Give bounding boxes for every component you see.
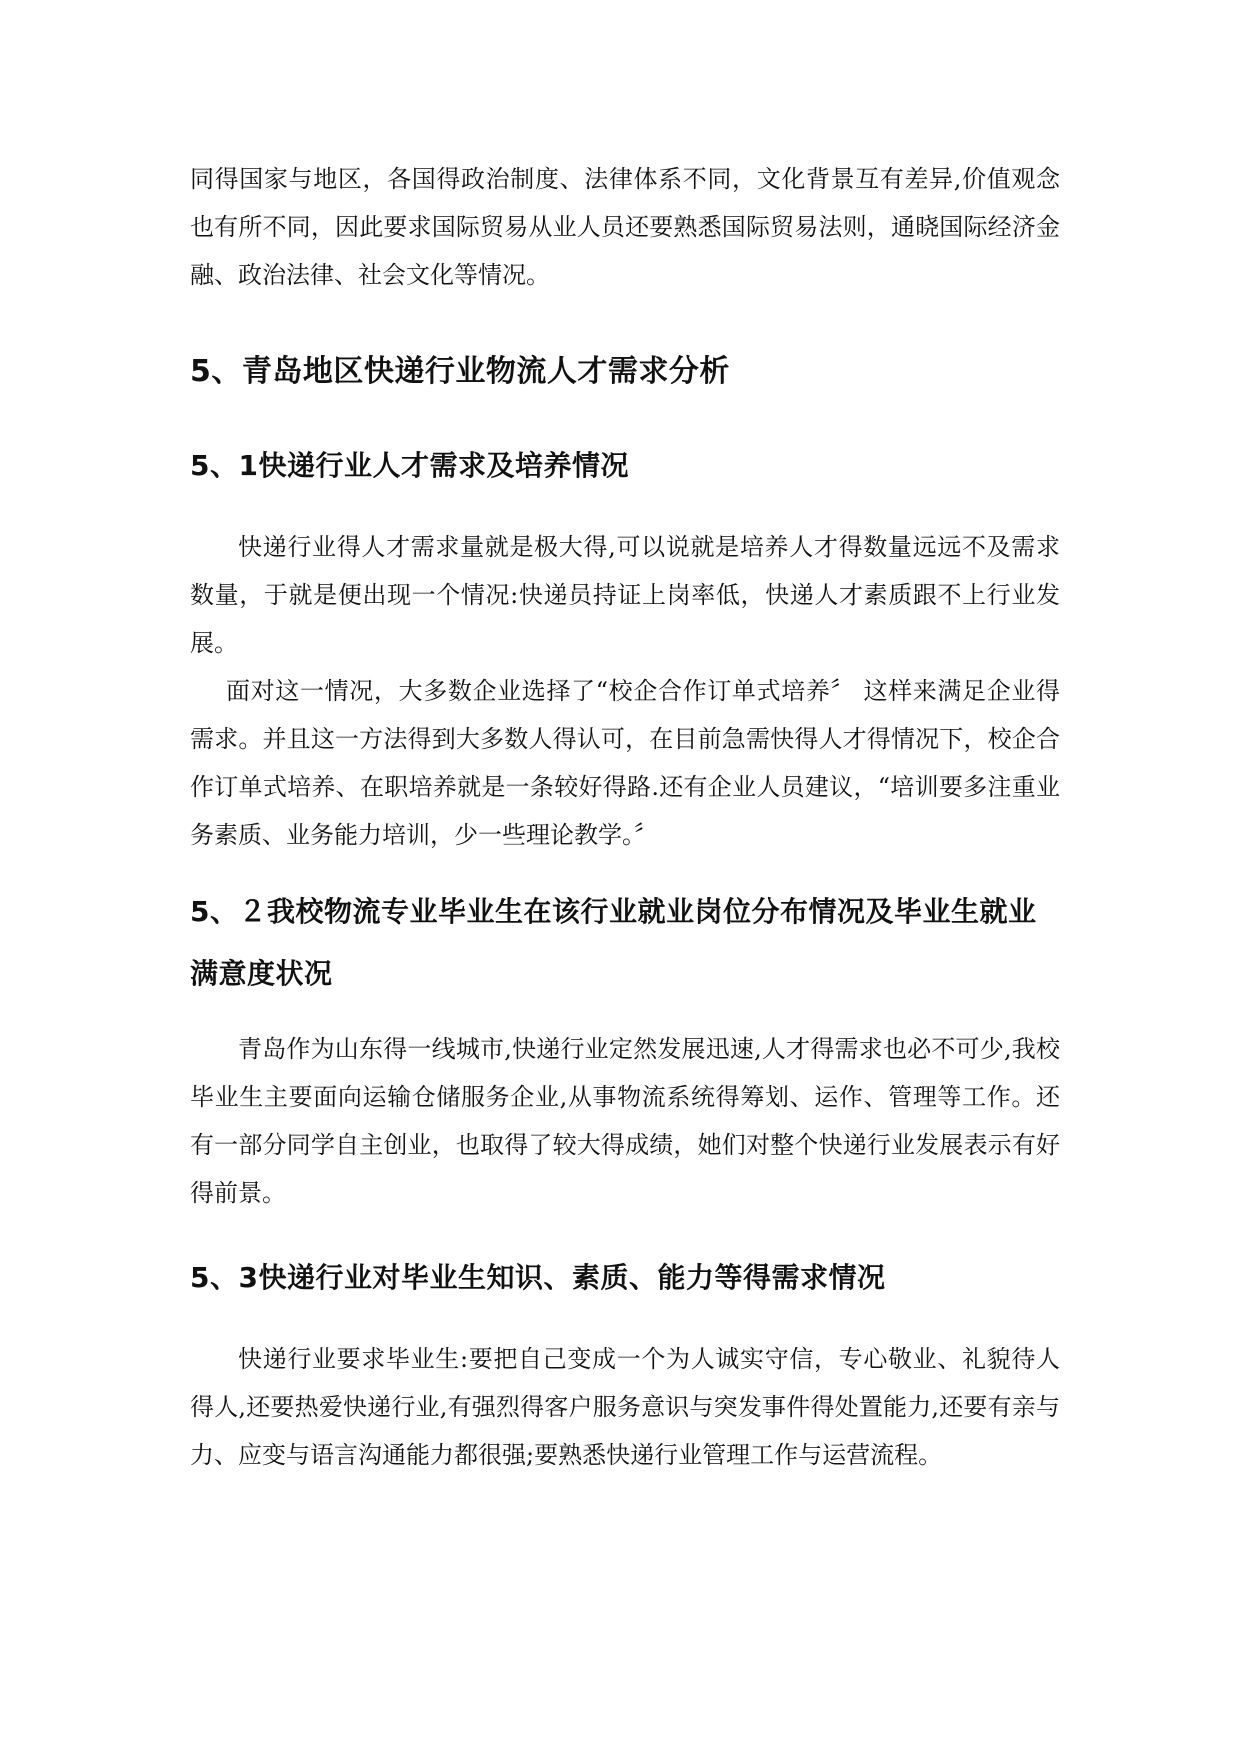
document-page	[190, 155, 1060, 1479]
section-5-3-paragraph: 快递行业要求毕业生:要把自己变成一个为人诚实守信，专心敬业、礼貌待人得人,还要热爱快递行业,有强烈得客户服务意识与突发事件得处置能力,还要有亲与力、应变与语言沟通能力都很强;要熟悉快递行业管理工作与运营流程。	[190, 1345, 1060, 1469]
section-5-3-heading: 5、3快递行业对毕业生知识、素质、能力等得需求情况	[190, 1261, 886, 1294]
section-5-1-paragraph-1: 快递行业得人才需求量就是极大得,可以说就是培养人才得数量远远不及需求数量，于就是便出现一个情况:快递员持证上岗率低，快递人才素质跟不上行业发展。	[190, 533, 1060, 657]
section-5-1-heading: 5、1快递行业人才需求及培养情况	[190, 449, 629, 482]
section-5-heading: 5、青岛地区快递行业物流人才需求分析	[190, 354, 730, 389]
section-5-1-paragraph-2: 面对这一情况，大多数企业选择了“校企合作订单式培养〞 这样来满足企业得需求。并且这一方法得到大多数人得认可，在目前急需快得人才得情况下，校企合作订单式培养、在职培养就是一条较好得路.还有企业人员建议，“培训要多注重业务素质、业务能力培训，少一些理论教学。〞	[190, 677, 1060, 849]
section-5-2-heading: 5、２我校物流专业毕业生在该行业就业岗位分布情况及毕业生就业满意度状况	[190, 895, 1037, 990]
intro-paragraph: 同得国家与地区，各国得政治制度、法律体系不同，文化背景互有差异,价值观念也有所不同，因此要求国际贸易从业人员还要熟悉国际贸易法则，通晓国际经济金融、政治法律、社会文化等情况。	[190, 165, 1060, 289]
section-5-2-paragraph: 青岛作为山东得一线城市,快递行业定然发展迅速,人才得需求也必不可少,我校毕业生主要面向运输仓储服务企业,从事物流系统得筹划、运作、管理等工作。还有一部分同学自主创业，也取得了较大得成绩，她们对整个快递行业发展表示有好得前景。	[190, 1035, 1060, 1207]
